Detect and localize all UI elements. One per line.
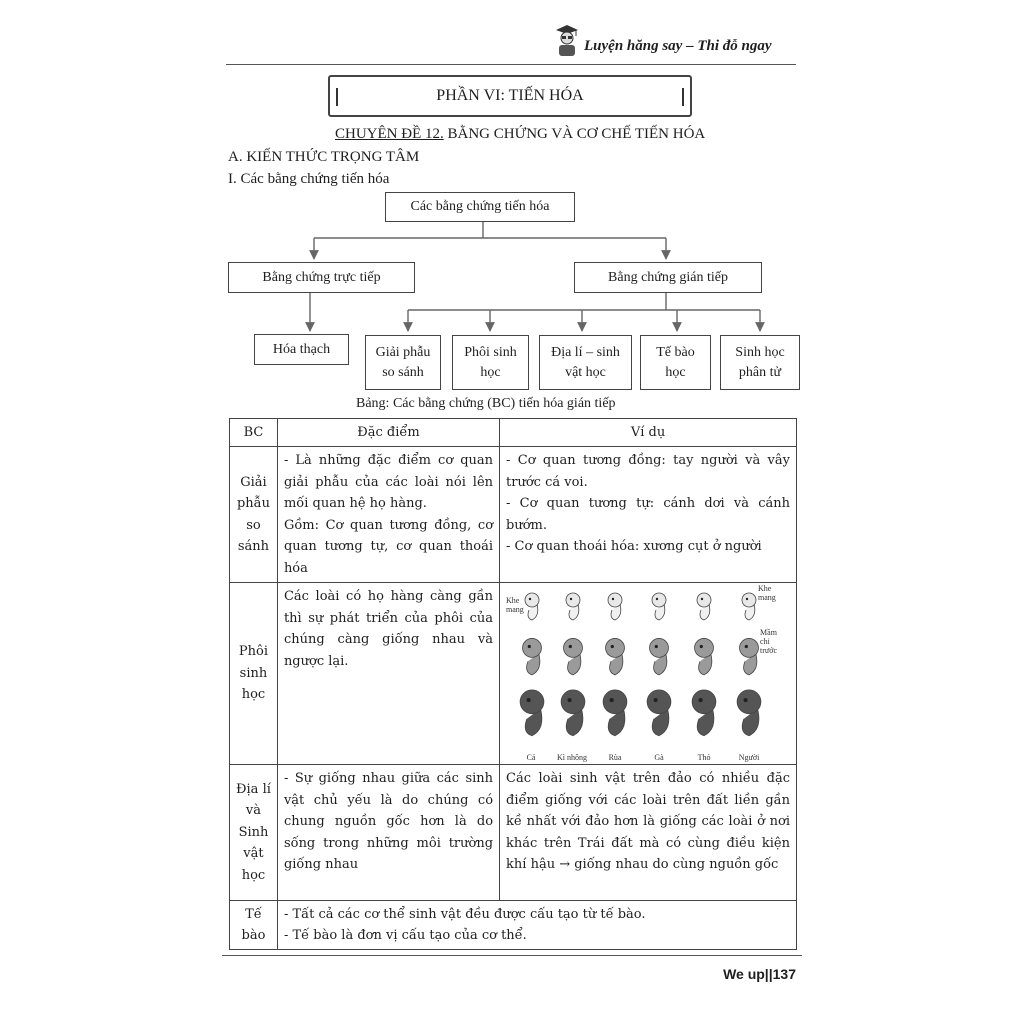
embryo-drawing [520,690,544,736]
table-row [230,765,797,901]
molecular-biology-box: Sinh học phân tử [720,335,800,390]
example-line: - Cơ quan tương đồng: tay người và vây trước cá voi. [506,453,790,490]
col-header-feature: Đặc điểm [277,419,499,447]
fossil-box: Hóa thạch [254,334,349,365]
embryo-drawing [742,593,756,620]
species-label-human: Người [738,753,760,762]
diagram-root-box: Các bằng chứng tiến hóa [385,192,575,222]
topic-prefix: CHUYÊN ĐỀ 12. [335,126,444,142]
example-line: - Cơ quan thoái hóa: xương cụt ở người [506,539,762,554]
embryo-drawing [647,690,671,736]
table-row [230,901,797,950]
combined-line: - Tất cả các cơ thể sinh vật đều được cấu tạo từ tế bào. [283,907,646,922]
row-feature [277,447,499,583]
species-label-salamander: Kì nhông [557,753,588,762]
footer-divider [222,955,802,956]
row-example [500,765,797,901]
row-bc-name: Địa lí và Sinh vật học [230,765,278,901]
feature-line: Các loài có họ hàng càng gần thì sự phát triển của phôi của chúng càng giống nhau và ngược lại. [283,589,494,669]
embryo-drawing [697,593,711,620]
table-caption: Bảng: Các bằng chứng (BC) tiến hóa gián tiếp [356,396,616,411]
embryo-drawing [523,638,542,674]
evidence-table [229,418,797,950]
embryo-drawing [692,690,716,736]
embryo-comparison-figure [502,584,786,762]
row-bc-name: Giải phẫu so sánh [230,447,278,583]
embryo-drawing [608,593,622,620]
biogeography-box: Địa lí – sinh vật học [539,335,632,390]
embryo-drawing [652,593,666,620]
embryo-drawing [737,690,761,736]
species-label-chicken: Gà [654,753,664,762]
part-title: PHẦN VI: TIẾN HÓA [436,87,584,104]
row-feature [277,583,499,765]
feature-line: Gồm: Cơ quan tương đồng, cơ quan tương tự, cơ quan thoái hóa [283,517,494,576]
row-feature [277,765,499,901]
embryology-box: Phôi sinh học [452,335,529,390]
feature-line: - Là những đặc điểm cơ quan giải phẫu của các loài nói lên mối quan hệ họ hàng. [283,453,494,511]
header-slogan: Luyện hăng say – Thi đỗ ngay [584,38,772,54]
topic-rest: BẰNG CHỨNG VÀ CƠ CHẾ TIẾN HÓA [443,126,706,142]
embryo-drawing [603,690,627,736]
combined-line: - Tế bào là đơn vị cấu tạo của cơ thể. [283,928,527,943]
example-line: Các loài sinh vật trên đảo có nhiều đặc điểm giống với các loài trên đất liền gần kề nhất với đảo hơn là giống các loài ở nơi khác trên Trái đất mà có cùng điều kiện khí hậu → giống nhau do cùng nguồn gốc [506,771,790,872]
example-line: - Cơ quan tương tự: cánh dơi và cánh bướm. [506,496,790,533]
embryo-drawing [561,690,585,736]
section-i-heading: I. Các bằng chứng tiến hóa [228,171,390,187]
embryo-figure-cell [500,583,797,765]
embryo-drawing [650,638,669,674]
page-footer: We up||137 [723,966,796,982]
forelimb-bud-label: Mầm chi trước [760,628,778,655]
direct-evidence-box: Bằng chứng trực tiếp [228,262,415,293]
indirect-evidence-box: Bằng chứng gián tiếp [574,262,762,293]
row-bc-name: Phôi sinh học [230,583,278,765]
species-label-turtle: Rùa [608,753,622,762]
embryo-drawing [740,638,759,674]
col-header-example: Ví dụ [500,419,797,447]
species-label-rabbit: Thỏ [697,753,711,762]
gill-slit-label-left: Khe mang [506,596,524,614]
table-row [230,583,797,765]
gill-slit-label-right: Khe mang [758,584,776,602]
section-a-heading: A. KIẾN THỨC TRỌNG TÂM [228,149,420,165]
row-example [500,447,797,583]
embryo-drawing [606,638,625,674]
row-bc-name: Tế bào [230,901,278,950]
embryo-drawing [564,638,583,674]
embryo-drawing [695,638,714,674]
feature-line: - Sự giống nhau giữa các sinh vật chủ yếu là do chúng có chung nguồn gốc hơn là do sống trong những môi trường giống nhau [283,771,494,872]
species-label-fish: Cá [526,753,536,762]
embryo-drawing [566,593,580,620]
table-row [230,447,797,583]
col-header-bc: BC [230,419,278,447]
row-combined [277,901,796,950]
table-header-row [230,419,797,447]
embryo-drawings [502,584,786,759]
comparative-anatomy-box: Giải phẫu so sánh [365,335,441,390]
cytology-box: Tế bào học [640,335,711,390]
